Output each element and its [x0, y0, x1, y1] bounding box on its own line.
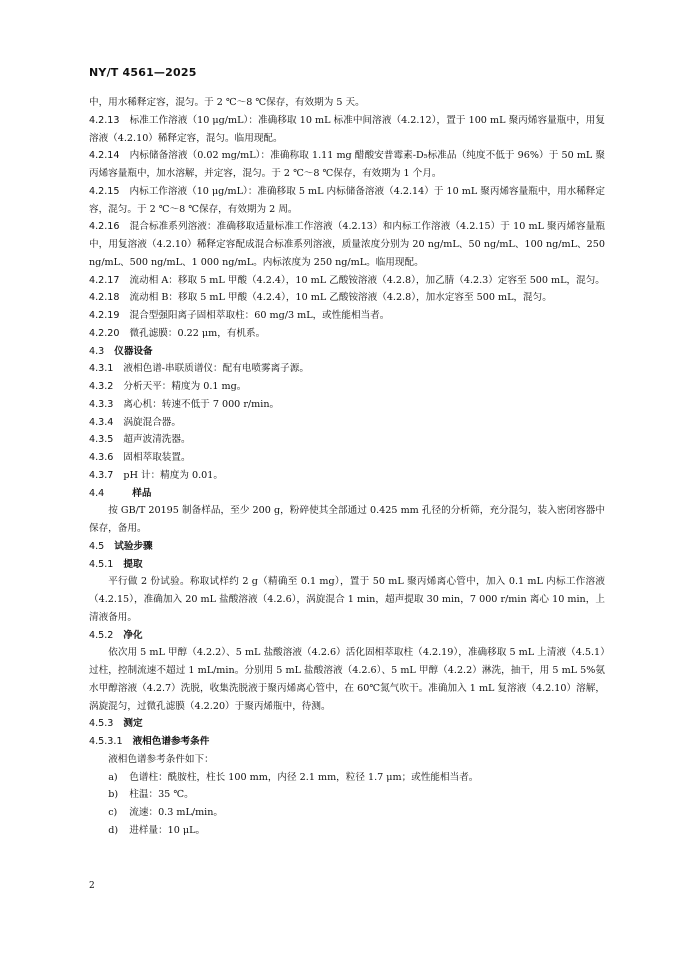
section-number: 4.5.3.1 [89, 736, 123, 747]
list-item-text: 流速：0.3 mL/min。 [129, 807, 224, 818]
clause-number: 4.3.5 [89, 434, 114, 446]
clause-number: 4.3.7 [89, 469, 114, 481]
section-heading-4-5-3 [89, 715, 605, 733]
section-heading-4-3 [89, 343, 605, 361]
clause-number: 4.2.15 [89, 185, 120, 197]
clause-text: 混合标准系列溶液：准确移取适量标准工作溶液（4.2.13）和内标工作溶液（4.2.15）于 10 mL 聚丙烯容量瓶中，用复溶液（4.2.10）稀释定容配成混合标准系列溶液，质量浓度分别为 20 ng/mL、50 ng/mL、100 ng/mL、250 ng/mL、500 ng/mL、1 000 ng/mL。内标浓度为 250 ng/mL。临用现配。 [89, 221, 605, 268]
list-item-key: d) [108, 824, 119, 836]
section-number: 4.3 [89, 345, 105, 357]
section-number: 4.5.1 [89, 558, 114, 570]
clause-number: 4.2.14 [89, 150, 120, 162]
clause-number: 4.3.6 [89, 452, 114, 463]
list-item-d [89, 822, 605, 840]
clause-4-2-16 [89, 218, 605, 271]
clause-4-2-19 [89, 307, 605, 325]
list-item-text: 进样量：10 μL。 [129, 824, 206, 836]
clause-4-3-2 [89, 378, 605, 396]
section-heading-4-5-3-1 [89, 733, 605, 751]
clause-4-2-14 [89, 147, 605, 183]
clause-text: 流动相 A：移取 5 mL 甲酸（4.2.4），10 mL 乙酸铵溶液（4.2.8），加乙腈（4.2.3）定容至 500 mL，混匀。 [129, 274, 605, 286]
clause-4-2-15 [89, 183, 605, 219]
section-title: 试验步骤 [114, 540, 153, 552]
clause-number: 4.2.19 [89, 310, 120, 321]
purification-paragraph: 依次用 5 mL 甲醇（4.2.2）、5 mL 盐酸溶液（4.2.6）活化固相萃取柱（4.2.19），准确移取 5 mL 上清液（4.5.1）过柱，控制流速不超过 1 mL/min。分别用 5 mL 盐酸溶液（4.2.6）、5 mL 甲醇（4.2.2）淋洗，抽干，用 5 mL 5%氨水甲醇溶液（4.2.7）洗脱，收集洗脱液于聚丙烯离心管中，在 60℃氮气吹干。准确加入 1 mL 复溶液（4.2.10）溶解，涡旋混匀，过微孔滤膜（4.2.20）于聚丙烯瓶中，待测。 [89, 647, 605, 712]
clause-text: pH 计：精度为 0.01。 [123, 469, 223, 481]
clause-number: 4.2.20 [89, 327, 120, 339]
clause-text: 超声波清洗器。 [123, 434, 191, 446]
clause-4-2-18 [89, 289, 605, 307]
clause-number: 4.2.16 [89, 221, 120, 233]
section-heading-4-5-2 [89, 627, 605, 645]
section-title: 测定 [123, 718, 143, 730]
clause-number: 4.2.17 [89, 274, 120, 286]
document-body [89, 94, 605, 840]
lc-conditions-intro: 液相色谱参考条件如下： [108, 753, 214, 765]
section-title: 液相色谱参考条件 [132, 736, 210, 747]
clause-number: 4.3.4 [89, 416, 114, 428]
list-item-a [89, 769, 605, 787]
clause-text: 微孔滤膜：0.22 μm，有机系。 [129, 327, 266, 339]
clause-number: 4.3.3 [89, 398, 114, 410]
section-title: 净化 [123, 629, 143, 641]
clause-4-3-1 [89, 360, 605, 378]
clause-number: 4.2.18 [89, 292, 120, 304]
section-heading-4-5-1 [89, 556, 605, 574]
clause-4-2-17 [89, 272, 605, 290]
clause-4-3-4 [89, 414, 605, 432]
standard-number: NY/T 4561—2025 [89, 66, 197, 79]
clause-text: 混合型强阳离子固相萃取柱：60 mg/3 mL，或性能相当者。 [129, 310, 390, 321]
section-number: 4.4 [89, 487, 105, 499]
clause-text: 离心机：转速不低于 7 000 r/min。 [123, 398, 280, 410]
page-number: 2 [89, 881, 95, 891]
clause-4-3-3 [89, 396, 605, 414]
clause-4-3-5 [89, 431, 605, 449]
list-item-key: b) [108, 789, 119, 801]
section-title: 仪器设备 [114, 345, 153, 357]
section-heading-4-5 [89, 538, 605, 556]
list-item-text: 色谱柱：酰胺柱，柱长 100 mm，内径 2.1 mm，粒径 1.7 μm；或性能相当者。 [129, 771, 479, 783]
clause-text: 标准工作溶液（10 μg/mL）：准确移取 10 mL 标准中间溶液（4.2.12），置于 100 mL 聚丙烯容量瓶中，用复溶液（4.2.10）稀释定容，混匀。临用现配。 [89, 114, 605, 144]
section-heading-4-4 [89, 485, 605, 503]
section-number: 4.5 [89, 540, 105, 552]
list-item-c [89, 804, 605, 822]
list-item-text: 柱温：35 ℃。 [129, 789, 194, 801]
clause-text: 内标工作溶液（10 μg/mL）：准确移取 5 mL 内标储备溶液（4.2.14）于 10 mL 聚丙烯容量瓶中，用水稀释定容，混匀。于 2 ℃～8 ℃保存，有效期为 2 周。 [89, 185, 605, 215]
clause-text: 分析天平：精度为 0.1 mg。 [123, 381, 247, 392]
section-title: 样品 [132, 487, 152, 499]
section-title: 提取 [123, 558, 143, 570]
clause-4-2-13 [89, 112, 605, 148]
clause-4-3-7 [89, 467, 605, 485]
section-number: 4.5.3 [89, 718, 114, 730]
list-item-key: c) [108, 807, 118, 818]
clause-text: 固相萃取装置。 [123, 452, 191, 463]
list-item-key: a) [108, 771, 118, 783]
extraction-paragraph: 平行做 2 份试验。称取试样约 2 g（精确至 0.1 mg），置于 50 mL 聚丙烯离心管中，加入 0.1 mL 内标工作溶液（4.2.15），准确加入 20 mL 盐酸溶液（4.2.6），涡旋混合 1 min，超声提取 30 min，7 000 r/min 离心 10 min，上清液备用。 [89, 576, 605, 623]
clause-text: 内标储备溶液（0.02 mg/mL）：准确称取 1.11 mg 醋酸安普霉素-D₅标准品（纯度不低于 96%）于 50 mL 聚丙烯容量瓶中，加水溶解，并定容，混匀。于 2 ℃～8 ℃保存，有效期为 1 个月。 [89, 150, 605, 179]
clause-4-3-6 [89, 449, 605, 467]
continued-paragraph: 中，用水稀释定容，混匀。于 2 ℃～8 ℃保存，有效期为 5 天。 [89, 97, 365, 108]
clause-text: 涡旋混合器。 [123, 416, 181, 428]
section-number: 4.5.2 [89, 629, 114, 641]
sample-paragraph: 按 GB/T 20195 制备样品，至少 200 g，粉碎使其全部通过 0.425 mm 孔径的分析筛，充分混匀，装入密闭容器中保存，备用。 [89, 505, 605, 534]
clause-text: 液相色谱-串联质谱仪：配有电喷雾离子源。 [123, 363, 309, 375]
clause-4-2-20 [89, 325, 605, 343]
list-item-b [89, 786, 605, 804]
clause-number: 4.2.13 [89, 114, 120, 126]
clause-text: 流动相 B：移取 5 mL 甲酸（4.2.4），10 mL 乙酸铵溶液（4.2.8），加水定容至 500 mL，混匀。 [129, 292, 552, 304]
clause-number: 4.3.1 [89, 363, 114, 375]
clause-number: 4.3.2 [89, 381, 114, 392]
